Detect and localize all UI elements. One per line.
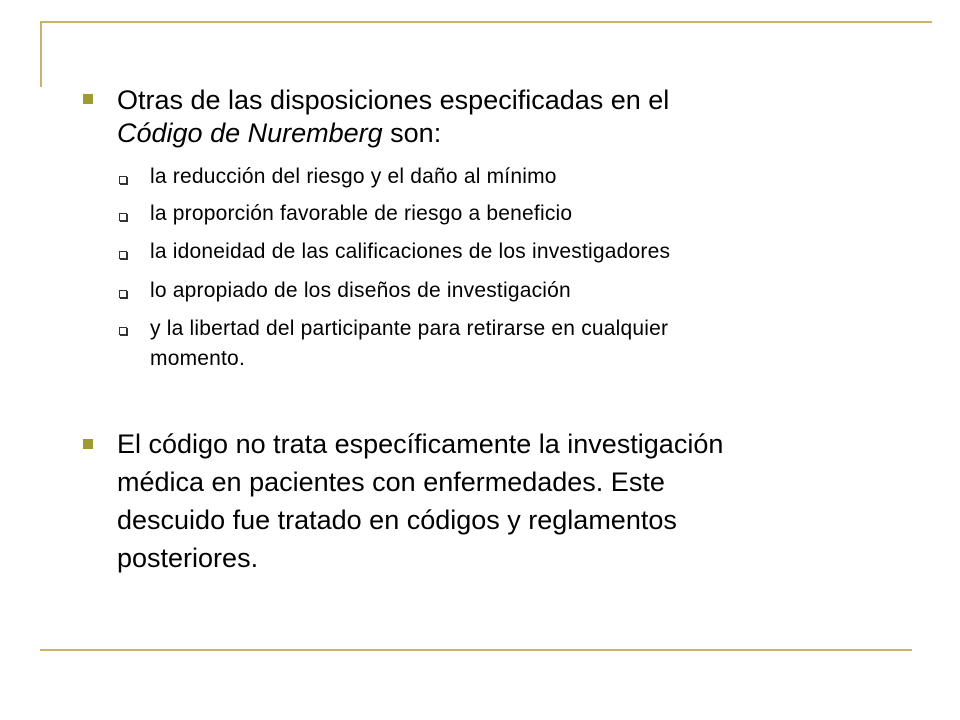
sub-item-3: la idoneidad de las calificaciones de los investigadores <box>150 240 671 263</box>
bottom-border-line <box>40 649 912 651</box>
bullet-square-icon <box>83 439 93 449</box>
bullet-1-italic: Código de Nuremberg <box>117 118 383 148</box>
checkbox-bullet-icon <box>119 251 127 259</box>
sub-item-5: y la libertad del participante para retirarse en cualquier <box>150 317 669 340</box>
bullet-2-line-1: El código no trata específicamente la investigación <box>117 429 724 459</box>
bullet-1-rest: son: <box>382 118 442 148</box>
bullet-1-line-2 <box>117 117 441 150</box>
checkbox-bullet-icon <box>119 176 127 184</box>
bullet-2-line-3: descuido fue tratado en códigos y reglamentos <box>117 505 677 535</box>
top-border-line <box>40 21 932 23</box>
bullet-square-icon <box>83 94 93 104</box>
sub-item-5-cont: momento. <box>150 347 245 370</box>
sub-item-4: lo apropiado de los diseños de investigación <box>150 279 571 302</box>
sub-item-1: la reducción del riesgo y el daño al mínimo <box>150 165 557 188</box>
checkbox-bullet-icon <box>119 213 127 221</box>
left-border-line <box>40 21 42 87</box>
bullet-2-line-2: médica en pacientes con enfermedades. Este <box>117 467 665 497</box>
sub-item-2: la proporción favorable de riesgo a beneficio <box>150 202 573 225</box>
bullet-1-line-1: Otras de las disposiciones especificadas en el <box>117 85 670 115</box>
checkbox-bullet-icon <box>119 327 127 335</box>
checkbox-bullet-icon <box>119 290 127 298</box>
bullet-2-line-4: posteriores. <box>117 543 259 573</box>
